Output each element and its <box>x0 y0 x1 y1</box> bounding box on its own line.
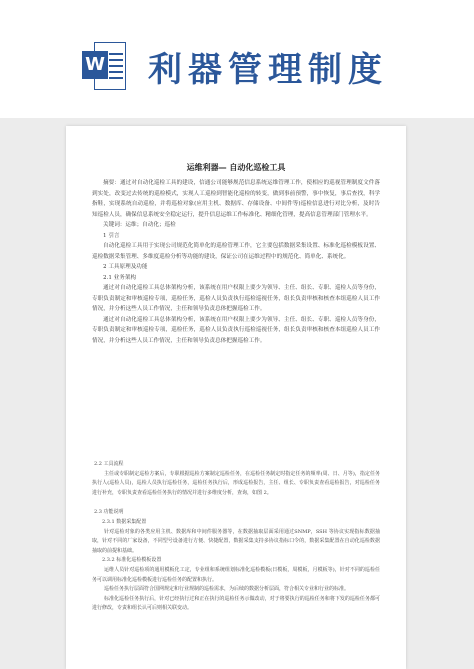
section-2-1-paragraph-1: 通过对自动化巡检工具总体架构分析，该系统在用户权限上要少为领导、主任、组长、专职、巡检人员等身份，专职负责制定和审核巡检专项，巡检任务，巡检人员负责执行巡检巡视任务，组长负责审核和核查本组巡检人员工作情况，并分析这些人员工作情况，主任和领导负责总体把握巡检工作。 <box>92 285 380 312</box>
keywords-line: 关键词：运维；自动化；巡检 <box>103 222 176 228</box>
section-1-heading: 1 引言 <box>103 232 120 239</box>
section-2-3-2-paragraph-2: 巡检任务执行层面符合国网规定和行业规制的巡检需求，为后续的数据分析层面，符合相关专业和行业的标准。 <box>104 586 350 593</box>
section-2-2-heading: 2.2 工具流程 <box>94 461 124 467</box>
word-icon-letter: W <box>82 51 108 79</box>
section-1-paragraph: 自动化巡检工具用于实现公司规范化简单化的巡检管理工作，它主要包括数据采集设置、标准化巡检模板设置、巡检数据采集管理、多维度巡检分析等功能的建设，保证公司在运维过程中的规范化、简单化、系统化。 <box>92 243 380 260</box>
document-page <box>66 126 406 669</box>
document-body-lower <box>92 460 380 614</box>
section-2-3-heading: 2.3 功能说明 <box>94 509 124 516</box>
section-2-3-2-paragraph-3: 标准化巡检任务执行后，针对已经执行过和正在执行的巡检任务示做改动，对于将要执行的巡检任务和将下发的巡检任务都可进行修改，专责和组长认可后则相关联变动。 <box>92 595 380 612</box>
section-2-2-paragraph: 主任或专职制定巡检方案后，专职根据巡检方案制定巡检任务，在巡检任务制定时指定任务的频率(周、日、月等)，指定任务执行人(巡检人员)，巡检人员执行巡检任务，巡检任务执行后，形成巡检报告，主任、组长、专职负责查看巡检报告，对巡检任务进行补充，专职负责查看巡检任务执行的情况并进行多维度分析，查询，如图 2。 <box>92 470 380 496</box>
section-2-1-paragraph-2: 通过对自动化巡检工具总体架构分析，该系统在用户权限上要少为领导、主任、组长、专职、巡检人员等身份，专职负责制定和审核巡检专项，巡检任务，巡检人员负责执行巡检巡视任务，组长负责审核和核查本组巡检人员工作情况，并分析这些人员工作情况，主任和领导负责总体把握巡检工作。 <box>92 316 380 344</box>
banner-title: 利器管理制度 <box>148 50 388 90</box>
section-2-3-2-heading: 2.3.2 标准化巡检模板设置 <box>102 557 162 564</box>
section-2-1-heading: 2.1 业务架构 <box>103 274 137 281</box>
word-document-icon <box>82 40 126 92</box>
document-body-upper <box>92 178 380 346</box>
section-2-3-1-heading: 2.3.1 数据采集配置 <box>102 518 147 525</box>
section-2-heading: 2 工具原理及功能 <box>103 264 148 270</box>
section-2-3-2-paragraph-1: 运维人员针对巡检项的通用模板化工定，专业组和系统组划标准化巡检模板(日模板，周模板，月模板等)，针对不同的巡检任务可以调用标准化巡检模板进行巡检任务的配置和执行。 <box>92 566 380 583</box>
section-2-3-1-paragraph: 针对巡检对象的各类应用主机、数据库和中间件服务器等，在数据抽取层面采用通过SNMP，SSH 等协议实现指标数据抽取，针对不同的厂家设备，不同型号设备进行方便、快捷配置，数据采集支持多协议指标口令的，数据采集配置在自动化巡检数据抽取的前提和基础。 <box>92 528 380 554</box>
banner <box>0 0 474 118</box>
abstract-paragraph: 摘要：通过对自动化巡检工具的建设，信通公司能够规范信息系统运维管理工作，使相应的巡视管理制度文件落到实处，改变过去传统的巡检模式，实现人工巡检到智能化巡检的转变，做到事前预警，事中恢复，事后查找，科学指鞋，实现系统自动巡检，并将巡检对象(应用主机、数据库、存储设备、中间件等)巡检信息进行对比分析，及时告知巡检人员，确保信息系统安全稳定运行，提升信息运维工作标准化、精细化管理，提高信息管理部门管理水平。 <box>92 180 380 218</box>
document-title: 运维利器— 自动化巡检工具 <box>186 163 286 172</box>
